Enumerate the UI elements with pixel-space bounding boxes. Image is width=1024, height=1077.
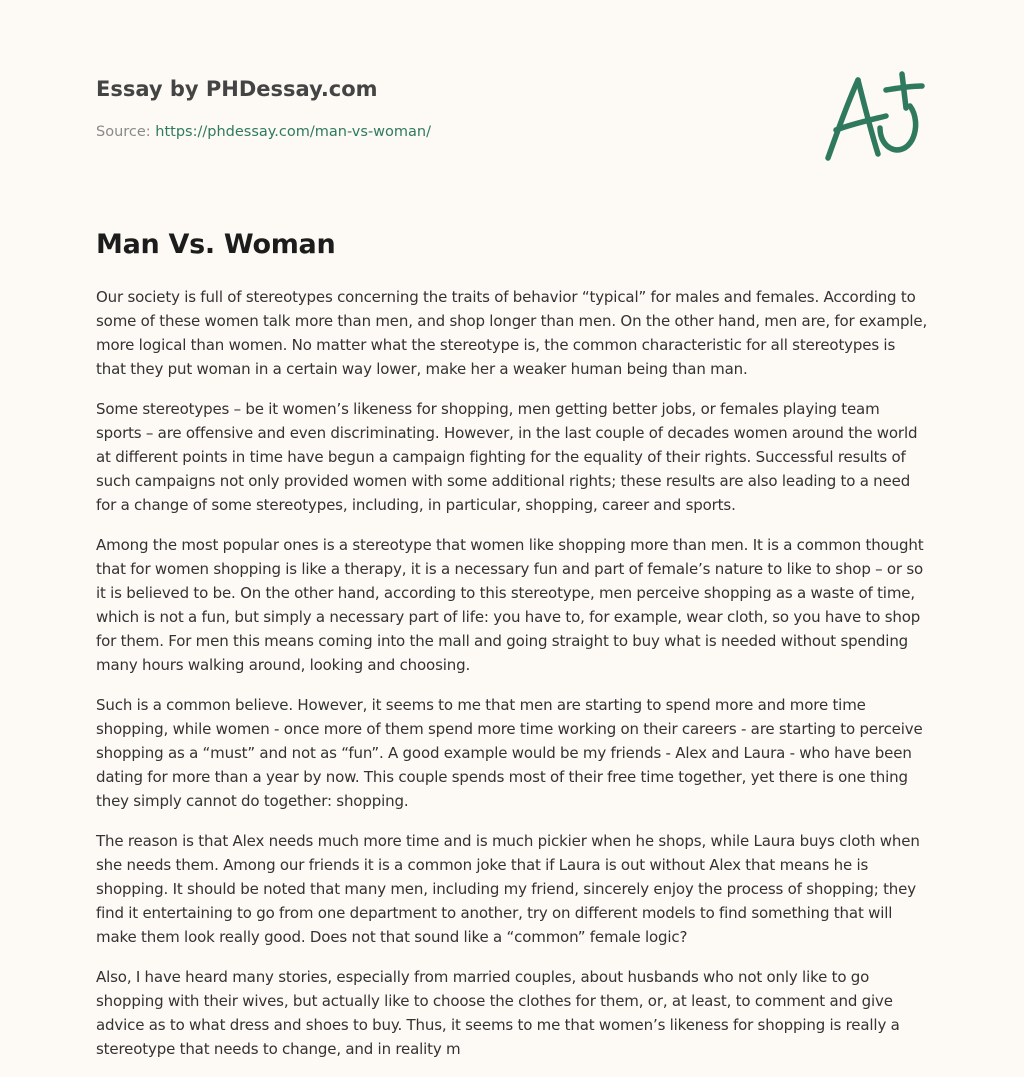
essay-paragraph: The reason is that Alex needs much more time and is much pickier when he shops, while Laura buys cloth when she needs them. Among our friends it is a common joke that if Laura is out without Alex that means he is shopping. It should be noted that many men, including my friend, sincerely enjoy the process of shopping; they find it entertaining to go from one department to another, try on different models to find something that will make them look really good. Does not that sound like a “common” female logic? <box>96 832 920 946</box>
site-header <box>96 74 716 142</box>
brand-title: Essay by PHDessay.com <box>96 77 378 101</box>
essay-paragraph: Some stereotypes – be it women’s likeness for shopping, men getting better jobs, or females playing team sports – are offensive and even discriminating. However, in the last couple of decades women around the world at different points in time have begun a campaign fighting for the equality of their rights. Successful results of such campaigns not only provided women with some additional rights; these results are also leading to a need for a change of some stereotypes, including, in particular, shopping, career and sports. <box>96 400 918 514</box>
essay-paragraph: Also, I have heard many stories, especially from married couples, about husbands who not only like to go shopping with their wives, but actually like to choose the clothes for them, or, at least, to comment and give advice as to what dress and shoes to buy. Thus, it seems to me that women’s likeness for shopping is really a stereotype that needs to change, and in reality m <box>96 968 900 1058</box>
a-plus-logo-icon <box>818 64 930 168</box>
source-link[interactable]: https://phdessay.com/man-vs-woman/ <box>155 124 431 140</box>
essay-paragraph: Among the most popular ones is a stereotype that women like shopping more than men. It is a common thought that for women shopping is like a therapy, it is a necessary fun and part of female’s nature to like to shop – or so it is believed to be. On the other hand, according to this stereotype, men perceive shopping as a waste of time, which is not a fun, but simply a necessary part of life: you have to, for example, wear cloth, so you have to shop for them. For men this means coming into the mall and going straight to buy what is needed without spending many hours walking around, looking and choosing. <box>96 536 924 674</box>
essay-paragraph: Our society is full of stereotypes concerning the traits of behavior “typical” for males and females. According to some of these women talk more than men, and shop longer than men. On the other hand, men are, for example, more logical than women. No matter what the stereotype is, the common characteristic for all stereotypes is that they put woman in a certain way lower, make her a weaker human being than man. <box>96 288 928 378</box>
source-label: Source: <box>96 124 156 140</box>
essay-paragraph: Such is a common believe. However, it seems to me that men are starting to spend more and more time shopping, while women - once more of them spend more time working on their careers - are starting to perceive shopping as a “must” and not as “fun”. A good example would be my friends - Alex and Laura - who have been dating for more than a year by now. This couple spends most of their free time together, yet there is one thing they simply cannot do together: shopping. <box>96 696 923 810</box>
source-line <box>96 122 716 142</box>
essay-body <box>96 285 928 1077</box>
essay-title: Man Vs. Woman <box>96 229 336 260</box>
